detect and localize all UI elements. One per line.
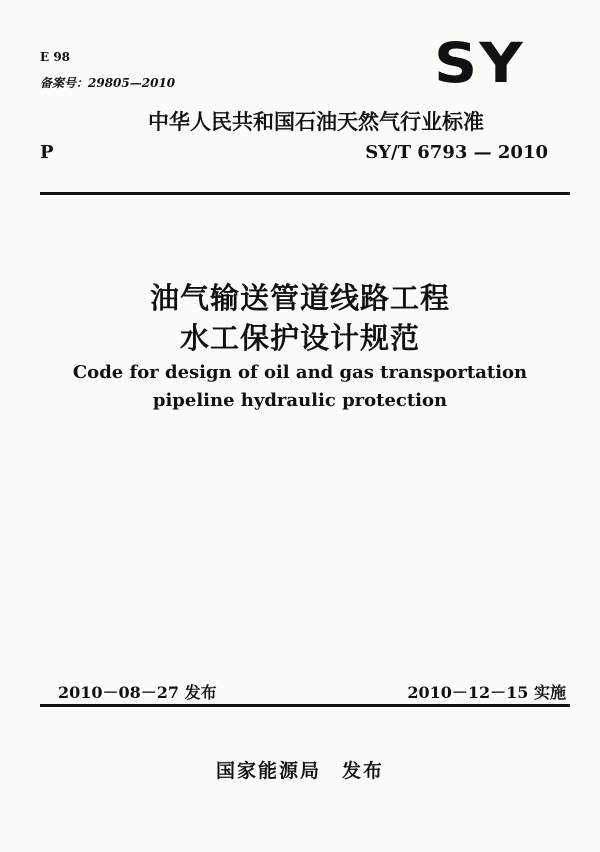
publisher: 国家能源局 发布 <box>215 760 384 782</box>
title-cn-line2: 水工保护设计规范 <box>179 321 420 355</box>
standard-number: SY/T 6793 — 2010 <box>365 142 548 163</box>
category-letter: P <box>40 142 54 163</box>
sy-logo: SY <box>434 31 525 96</box>
title-en-line2: pipeline hydraulic protection <box>152 390 448 411</box>
issue-date: 2010－08－27 发布 <box>58 683 217 702</box>
title-en-line1: Code for design of oil and gas transportation <box>72 362 528 383</box>
top-divider <box>40 192 570 195</box>
classification-code: E 98 <box>40 50 71 64</box>
registration-number: 备案号：29805—2010 <box>40 76 176 90</box>
issuing-category: 中华人民共和国石油天然气行业标准 <box>148 110 484 134</box>
title-cn-line1: 油气输送管道线路工程 <box>149 281 450 315</box>
implementation-date: 2010－12－15 实施 <box>407 683 566 702</box>
bottom-divider <box>40 704 570 707</box>
